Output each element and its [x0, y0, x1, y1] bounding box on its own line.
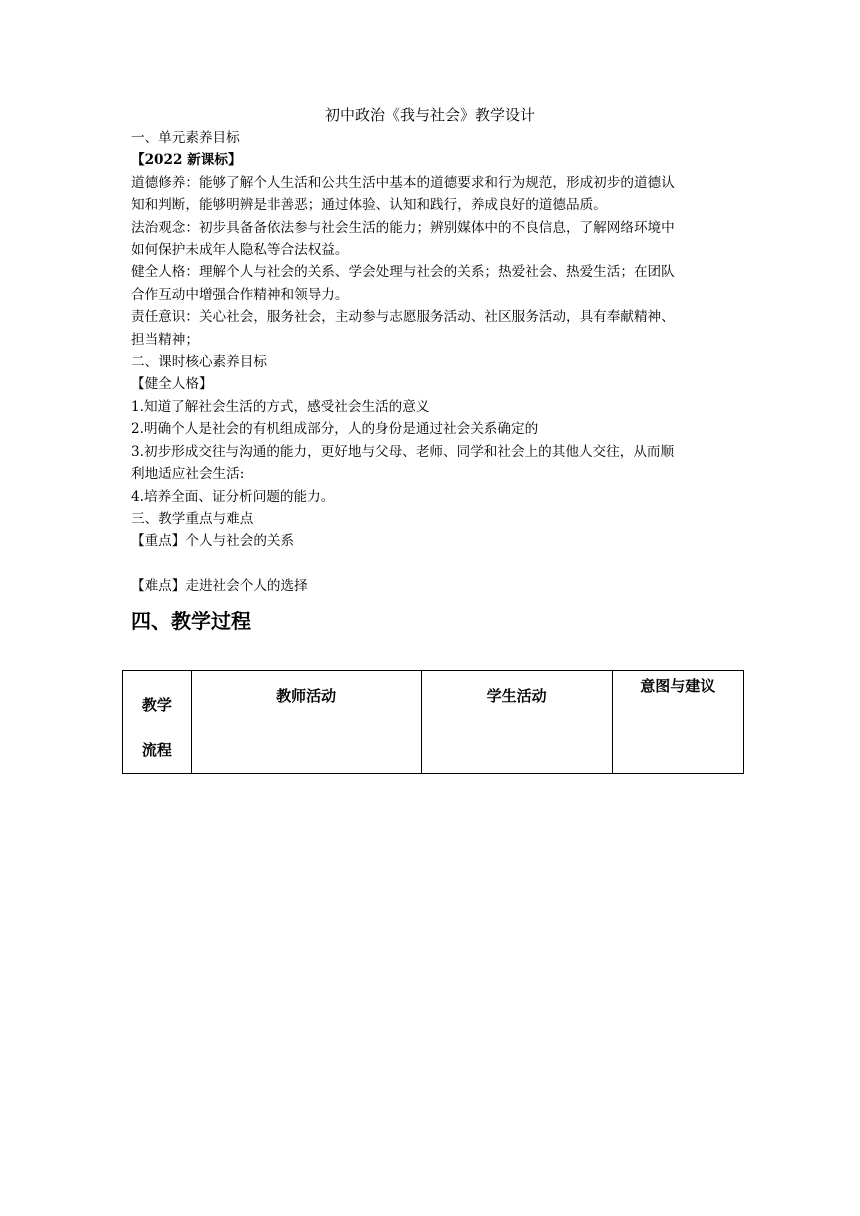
- teacher-activity-header: 教师活动: [276, 687, 337, 705]
- section-heading-3: 三、教学重点与难点: [131, 510, 254, 527]
- section-heading-2: 二、课时核心素养目标: [131, 354, 267, 371]
- paragraph-line: 道德修养：能够了解个人生活和公共生活中基本的道德要求和行为规范，形成初步的道德认: [131, 174, 675, 191]
- document-title: 初中政治《我与社会》教学设计: [324, 106, 535, 124]
- goal-item-4: 4.培养全面、证分析问题的能力。: [131, 488, 335, 505]
- key-point: 【重点】个人与社会的关系: [131, 533, 295, 550]
- paragraph-line: 责任意识：关心社会，服务社会，主动参与志愿服务活动、社区服务活动，具有奉献精神、: [131, 309, 675, 326]
- section-heading-1: 一、单元素养目标: [131, 130, 240, 146]
- goal-item-2: 2.明确个人是社会的有机组成部分，人的身份是通过社会关系确定的: [131, 421, 539, 438]
- flow-label-line1: 教学: [141, 696, 172, 714]
- difficult-point: 【难点】走进社会个人的选择: [131, 577, 308, 594]
- goal-item-3-cont: 利地适应社会生活:: [131, 466, 245, 483]
- paragraph-line: 知和判断，能够明辨是非善恶；通过体验、认知和践行，养成良好的道德品质。: [131, 197, 607, 214]
- paragraph-line: 合作互动中增强合作精神和领导力。: [131, 286, 349, 303]
- table-row: [123, 671, 744, 774]
- goal-item-3: 3.初步形成交往与沟通的能力，更好地与父母、老师、同学和社会上的其他人交往，从而顺: [131, 443, 675, 460]
- paragraph-line: 担当精神；: [131, 331, 199, 348]
- table-cell-flow: [123, 671, 192, 774]
- table-cell-intent: [612, 671, 743, 774]
- goal-item-1: 1.知道了解社会生活的方式，感受社会生活的意义: [131, 398, 430, 415]
- document-body: [131, 127, 743, 597]
- literacy-label: 【健全人格】: [131, 376, 213, 393]
- blank-line: [131, 553, 743, 575]
- flow-label-line2: 流程: [141, 741, 172, 759]
- intent-header: 意图与建议: [640, 677, 716, 695]
- curriculum-label: 【2022 新课标】: [131, 152, 242, 169]
- section-heading-4: 四、教学过程: [131, 609, 251, 633]
- student-activity-header: 学生活动: [486, 687, 547, 705]
- paragraph-line: 如何保护未成年人隐私等合法权益。: [131, 242, 349, 259]
- teaching-process-table: [122, 670, 744, 774]
- paragraph-line: 健全人格：理解个人与社会的关系、学会处理与社会的关系；热爱社会、热爱生活；在团队: [131, 264, 675, 281]
- paragraph-line: 法治观念：初步具备备依法参与社会生活的能力；辨别媒体中的不良信息，了解网络环境中: [131, 219, 675, 236]
- table-cell-teacher: [191, 671, 421, 774]
- table-cell-student: [421, 671, 612, 774]
